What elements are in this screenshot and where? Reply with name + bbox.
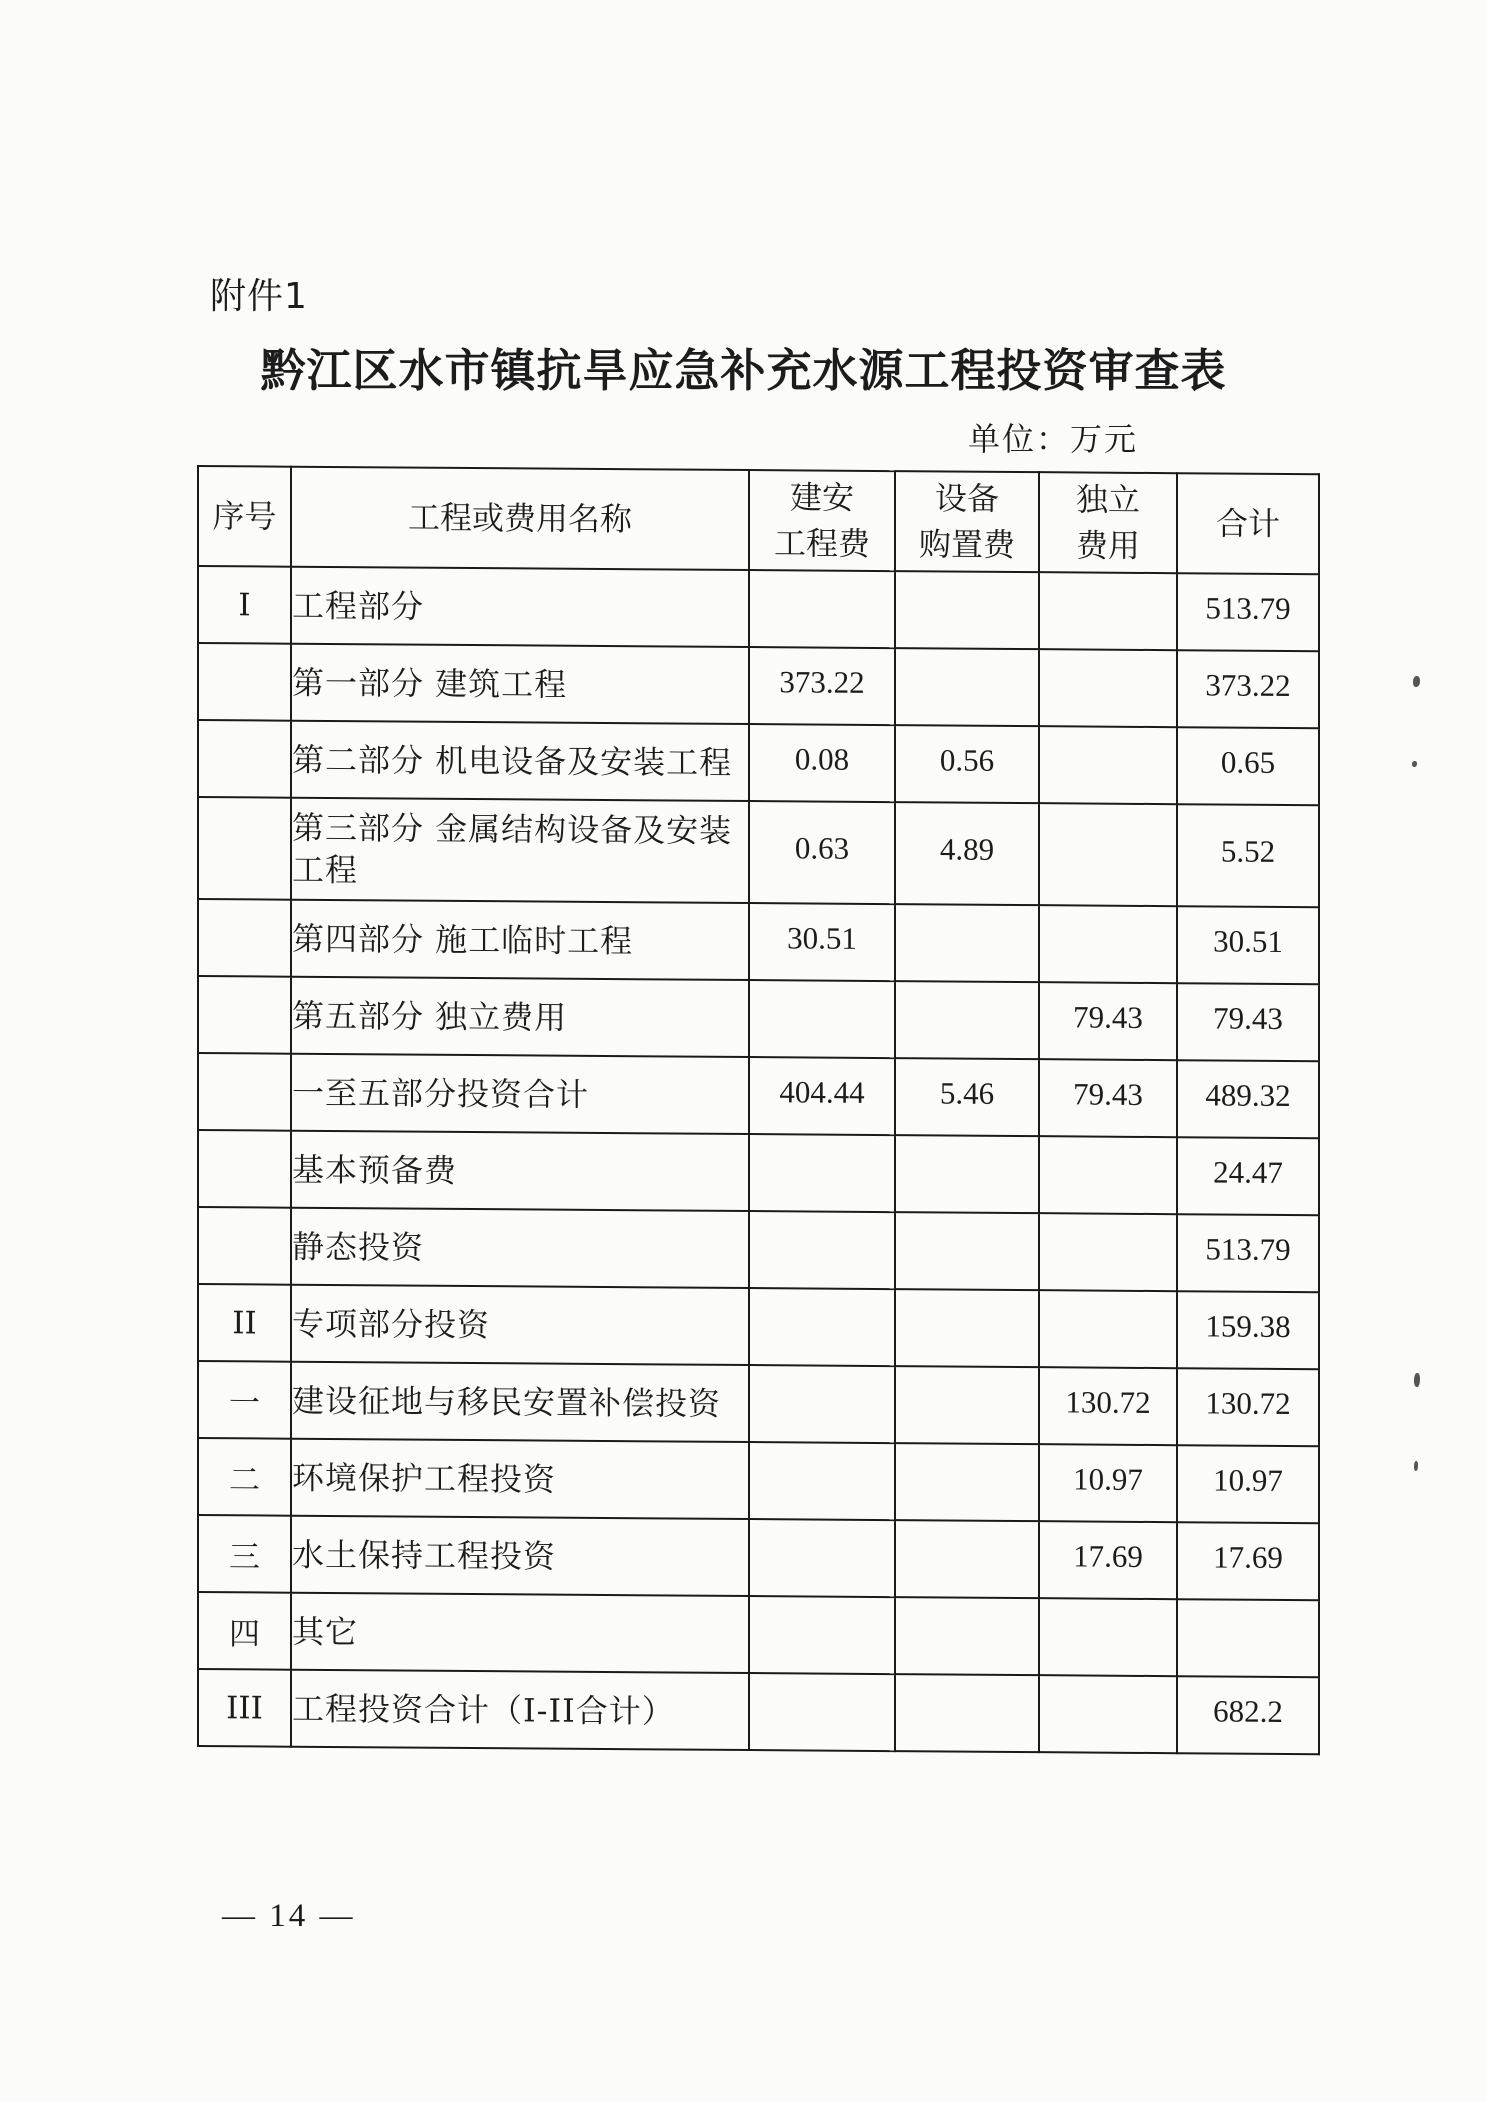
table-header-row — [198, 466, 1319, 574]
header-construction — [749, 470, 895, 571]
table-row — [198, 1438, 1319, 1523]
header-equipment-line1: 设备 — [934, 479, 999, 518]
row-construction: 373.22 — [749, 647, 895, 725]
row-seq — [198, 720, 291, 798]
header-total: 合计 — [1177, 473, 1319, 574]
row-construction — [749, 1519, 895, 1597]
row-total: 30.51 — [1177, 906, 1319, 984]
row-total: 0.65 — [1177, 727, 1319, 805]
row-equipment — [895, 1520, 1039, 1598]
row-total: 79.43 — [1177, 983, 1319, 1061]
table-row — [198, 1669, 1319, 1754]
row-construction — [749, 1211, 895, 1289]
row-name: 第三部分 金属结构设备及安装工程 — [291, 798, 749, 903]
row-independent — [1039, 803, 1177, 906]
row-construction — [749, 1596, 895, 1674]
row-construction: 0.63 — [749, 801, 895, 904]
row-construction — [749, 1365, 895, 1443]
table-row — [198, 643, 1319, 728]
row-construction: 0.08 — [749, 724, 895, 802]
row-seq: II — [198, 1284, 291, 1362]
row-equipment — [895, 571, 1039, 649]
header-equipment — [895, 471, 1039, 572]
row-seq — [198, 1053, 291, 1131]
row-total: 513.79 — [1177, 573, 1319, 651]
row-seq — [198, 1130, 291, 1208]
row-name: 专项部分投资 — [291, 1285, 749, 1365]
unit-label: 单位：万元 — [968, 420, 1139, 458]
row-total: 159.38 — [1177, 1291, 1319, 1369]
row-seq — [198, 797, 291, 900]
row-equipment: 5.46 — [895, 1058, 1039, 1136]
row-equipment — [895, 981, 1039, 1059]
table-row — [198, 976, 1319, 1061]
row-total: 373.22 — [1177, 650, 1319, 728]
row-name: 工程投资合计（I-II合计） — [291, 1670, 749, 1750]
row-construction — [749, 980, 895, 1058]
scan-speck — [1412, 761, 1417, 767]
table-row — [198, 720, 1319, 805]
row-name: 第一部分 建筑工程 — [291, 644, 749, 724]
row-equipment — [895, 1289, 1039, 1367]
row-name: 第五部分 独立费用 — [291, 977, 749, 1057]
row-construction: 30.51 — [749, 903, 895, 981]
row-seq: 二 — [198, 1438, 291, 1516]
row-seq: III — [198, 1669, 291, 1747]
table-row — [198, 899, 1319, 984]
row-seq: 一 — [198, 1361, 291, 1439]
document-title: 黔江区水市镇抗旱应急补充水源工程投资审查表 — [260, 344, 1227, 397]
header-construction-line1: 建安 — [789, 478, 854, 517]
scan-speck — [1413, 676, 1420, 687]
row-total: 24.47 — [1177, 1137, 1319, 1215]
row-name: 基本预备费 — [291, 1131, 749, 1211]
row-total: 130.72 — [1177, 1368, 1319, 1446]
row-equipment: 4.89 — [895, 802, 1039, 905]
table-row — [198, 1130, 1319, 1215]
header-independent — [1039, 472, 1177, 573]
row-total: 489.32 — [1177, 1060, 1319, 1138]
header-seq: 序号 — [198, 466, 291, 567]
header-equipment-line2: 购置费 — [918, 525, 1015, 564]
row-total: 513.79 — [1177, 1214, 1319, 1292]
row-equipment — [895, 1597, 1039, 1675]
row-name: 建设征地与移民安置补偿投资 — [291, 1362, 749, 1442]
row-seq — [198, 643, 291, 721]
row-equipment — [895, 1212, 1039, 1290]
table-row — [198, 1515, 1319, 1600]
table-row — [198, 1207, 1319, 1292]
row-equipment — [895, 1135, 1039, 1213]
row-seq — [198, 1207, 291, 1285]
row-independent — [1039, 572, 1177, 650]
row-name: 水土保持工程投资 — [291, 1516, 749, 1596]
attachment-label: 附件1 — [210, 276, 308, 317]
row-independent — [1039, 1136, 1177, 1214]
row-seq: I — [198, 566, 291, 644]
row-equipment — [895, 1366, 1039, 1444]
table-row — [198, 1053, 1319, 1138]
row-independent — [1039, 1213, 1177, 1291]
row-name: 第四部分 施工临时工程 — [291, 900, 749, 980]
row-construction — [749, 1673, 895, 1751]
row-name: 一至五部分投资合计 — [291, 1054, 749, 1134]
row-name: 环境保护工程投资 — [291, 1439, 749, 1519]
scan-speck — [1414, 1461, 1418, 1471]
table-row — [198, 1284, 1319, 1369]
row-equipment: 0.56 — [895, 725, 1039, 803]
row-name: 其它 — [291, 1593, 749, 1673]
header-independent-line1: 独立 — [1075, 480, 1140, 519]
row-construction — [749, 570, 895, 648]
row-name: 静态投资 — [291, 1208, 749, 1288]
row-independent: 130.72 — [1039, 1367, 1177, 1445]
row-total: 5.52 — [1177, 804, 1319, 907]
row-independent: 10.97 — [1039, 1444, 1177, 1522]
row-construction — [749, 1288, 895, 1366]
row-independent — [1039, 649, 1177, 727]
page-number: — 14 — — [222, 1898, 356, 1934]
header-name: 工程或费用名称 — [291, 467, 749, 570]
table-row — [198, 566, 1319, 651]
row-name: 第二部分 机电设备及安装工程 — [291, 721, 749, 801]
row-equipment — [895, 904, 1039, 982]
scan-speck — [1414, 1373, 1420, 1387]
row-construction — [749, 1134, 895, 1212]
row-total: 10.97 — [1177, 1445, 1319, 1523]
investment-table — [197, 465, 1320, 1755]
row-equipment — [895, 1674, 1039, 1752]
row-equipment — [895, 1443, 1039, 1521]
row-independent — [1039, 1598, 1177, 1676]
row-independent: 79.43 — [1039, 982, 1177, 1060]
row-construction: 404.44 — [749, 1057, 895, 1135]
row-seq — [198, 976, 291, 1054]
row-independent: 79.43 — [1039, 1059, 1177, 1137]
table-row — [198, 1592, 1319, 1677]
table-row — [198, 797, 1319, 907]
row-independent — [1039, 726, 1177, 804]
row-independent — [1039, 905, 1177, 983]
row-seq: 四 — [198, 1592, 291, 1670]
header-construction-line2: 工程费 — [773, 524, 870, 563]
row-independent — [1039, 1675, 1177, 1753]
row-equipment — [895, 648, 1039, 726]
row-name: 工程部分 — [291, 567, 749, 647]
row-construction — [749, 1442, 895, 1520]
header-independent-line2: 费用 — [1075, 526, 1140, 565]
row-seq — [198, 899, 291, 977]
row-independent: 17.69 — [1039, 1521, 1177, 1599]
row-independent — [1039, 1290, 1177, 1368]
row-total: 682.2 — [1177, 1676, 1319, 1754]
table-row — [198, 1361, 1319, 1446]
row-total — [1177, 1599, 1319, 1677]
row-total: 17.69 — [1177, 1522, 1319, 1600]
row-seq: 三 — [198, 1515, 291, 1593]
